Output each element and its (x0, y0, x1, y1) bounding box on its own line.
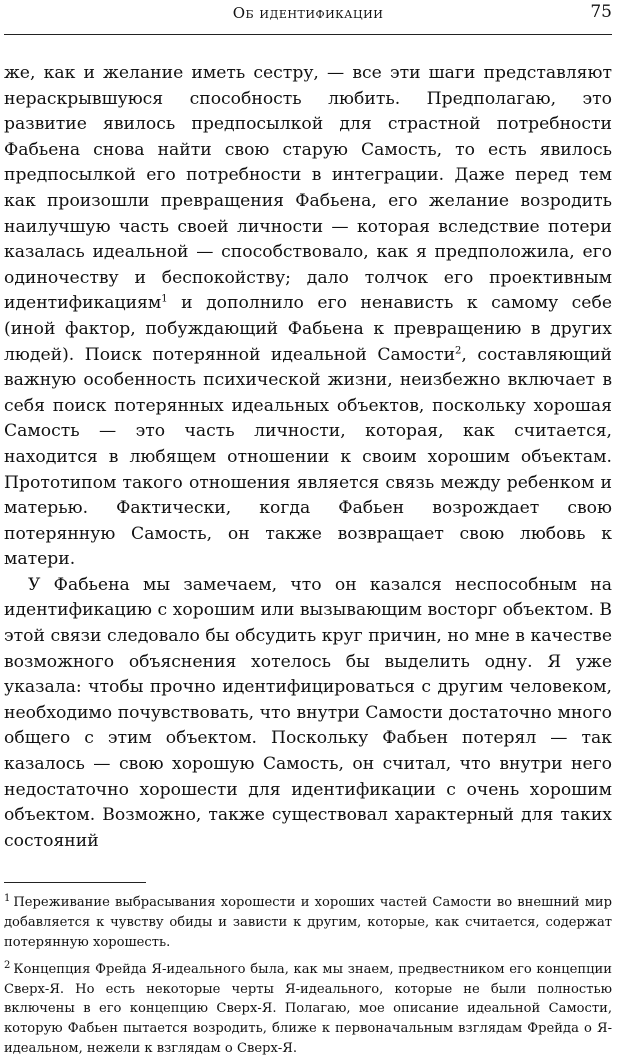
paragraph-1-part-1: же, как и желание иметь сестру, — все эти шаги представляют нераскрывшуюся способность любить. Предполагаю, это развитие явилось предпосылкой для страстной потребности Фабьена снова найти свою старую Самость, то есть явилось предпосылкой его потребности в интеграции. Даже перед тем как произошли превращения Фабьена, его желание возродить наилучшую часть своей личности — которая вследствие потери казалась идеальной — способствовало, как я предположила, его одиночеству и беспокойству; дало толчок его проективным идентификациям (4, 63, 612, 314)
footnote-2-marker: 2 (4, 959, 11, 971)
footnote-2 (4, 960, 612, 1058)
paragraph-1 (4, 61, 612, 573)
footnote-1-text: Переживание выбрасывания хорошести и хороших частей Самости во внешний мир добавляется к чувству обиды и зависти к другим, которые, как считается, содержат потерянную хорошесть. (4, 895, 612, 950)
body-text (4, 61, 612, 854)
footnote-1 (4, 893, 612, 952)
footnote-2-text: Концепция Фрейда Я-идеального была, как мы знаем, предвестником его концепции Сверх-Я. Но есть некоторые черты Я-идеального, которые не были полностью включены в его концепцию Сверх-Я. Полагаю, мое описание идеальной Самости, которую Фабьен пытается возродить, ближе к первоначальным взглядам Фрейда о Я-идеальном, нежели к взглядам о Сверх-Я. (4, 962, 612, 1056)
paragraph-1-part-3: , составляющий важную особенность психической жизни, неизбежно включает в себя поиск потерянных идеальных объектов, поскольку хорошая Самость — это часть личности, которая, как считается, находится в любящем отношении к своим хорошим объектам. Прототипом такого отношения является связь между ребенком и матерью. Фактически, когда Фабьен возрождает свою потерянную Самость, он также возвращает свою любовь к матери. (4, 344, 613, 570)
page-number: 75 (590, 2, 612, 22)
footnotes (4, 893, 612, 1058)
running-title: Об идентификации (232, 4, 384, 22)
footnote-ref-2: 2 (455, 344, 462, 356)
paragraph-2: У Фабьена мы замечаем, что он казался неспособным на идентификацию с хорошим или вызывающим восторг объектом. В этой связи следовало бы обсудить круг причин, но мне в качестве возможного объяснения хотелось бы выделить одну. Я уже указала: чтобы прочно идентифицироваться с другим человеком, необходимо почувствовать, что внутри Самости достаточно много общего с этим объектом. Поскольку Фабьен потерял — так казалось — свою хорошую Самость, он считал, что внутри него недостаточно хорошести для идентификации с очень хорошим объектом. Возможно, также существовал характерный для таких состояний (4, 574, 612, 851)
paragraph-1-part-2: и дополнило его ненависть к самому себе (иной фактор, побуждающий Фабьена к превращению в других людей). Поиск потерянной идеальной Самости (4, 293, 612, 365)
footnote-divider (4, 882, 146, 883)
footnote-ref-1: 1 (161, 293, 168, 305)
page-header (4, 0, 612, 35)
footnote-1-marker: 1 (4, 893, 11, 905)
